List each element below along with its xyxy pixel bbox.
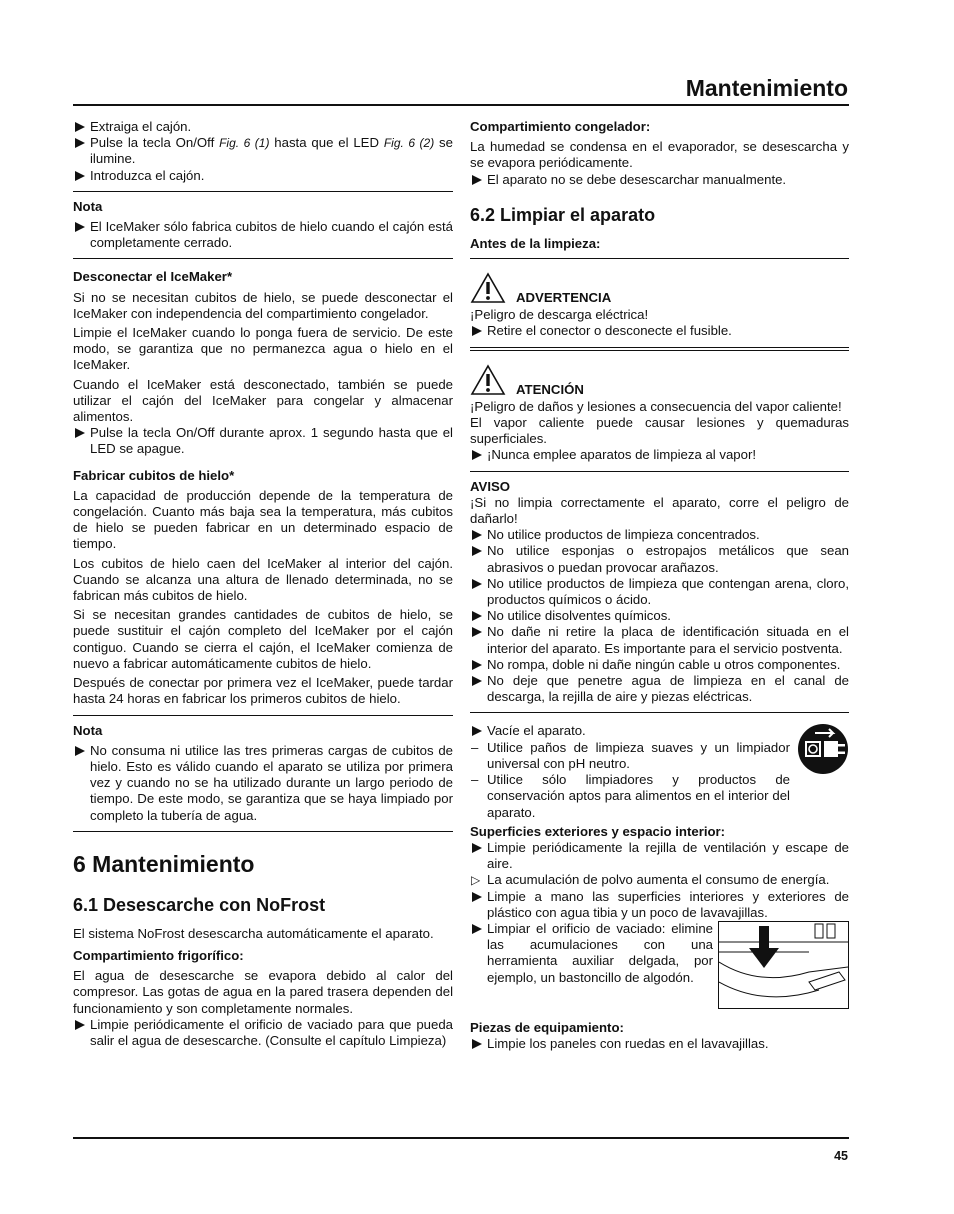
paragraph: El agua de desescarche se evapora debido al calor del compresor. Las gotas de agua en la pared trasera dependen del funcionamiento y son completamente normales. bbox=[73, 968, 453, 1016]
note-item: El IceMaker sólo fabrica cubitos de hielo cuando el cajón está completamente cerrado. bbox=[73, 219, 453, 251]
footer-rule bbox=[73, 1137, 849, 1139]
cleaning-instructions bbox=[470, 723, 849, 820]
warning-title: ADVERTENCIA bbox=[516, 290, 612, 306]
divider bbox=[470, 350, 849, 351]
drain-hole-illustration bbox=[718, 921, 849, 1009]
paragraph: La capacidad de producción depende de la temperatura de congelación. Cuanto más baja sea la temperatura, más cubitos de hielo se pueden fabricar en un determinado espacio de tiempo. bbox=[73, 487, 453, 552]
step-item: Limpie periódicamente el orificio de vaciado para que pueda salir el agua de desescarche. (Consulte el capítulo Limpieza) bbox=[73, 1017, 453, 1049]
dash-item: – Utilice paños de limpieza suaves y un limpiador universal con pH neutro. bbox=[470, 740, 790, 772]
step-item: Extraiga el cajón. bbox=[73, 119, 453, 135]
divider bbox=[73, 715, 453, 716]
step-item: Introduzca el cajón. bbox=[73, 168, 453, 184]
step-item: Retire el conector o desconecte el fusible. bbox=[470, 323, 849, 339]
divider bbox=[470, 712, 849, 713]
paragraph: ¡Peligro de descarga eléctrica! bbox=[470, 307, 649, 323]
subsection-heading: Superficies exteriores y espacio interior: bbox=[470, 823, 726, 839]
section-heading: Fabricar cubitos de hielo* bbox=[73, 467, 235, 483]
caution-title: ATENCIÓN bbox=[516, 381, 584, 397]
notice-item: No utilice esponjas o estropajos metálicos que sean abrasivos o puedan provocar arañazos. bbox=[470, 543, 849, 575]
paragraph: Limpie el IceMaker cuando lo ponga fuera de servicio. De este modo, se garantiza que no permanezca agua o hielo en el IceMaker. bbox=[73, 325, 453, 373]
figure-ref: Fig. 6 (2) bbox=[383, 136, 435, 151]
divider bbox=[470, 347, 849, 348]
info-item: ▷ La acumulación de polvo aumenta el consumo de energía. bbox=[471, 872, 830, 888]
notice-item: No utilice productos de limpieza concentrados. bbox=[470, 527, 849, 543]
paragraph: El sistema NoFrost desescarcha automáticamente el aparato. bbox=[73, 925, 434, 941]
divider bbox=[470, 258, 849, 259]
left-column bbox=[73, 119, 453, 1049]
warning-block bbox=[470, 266, 849, 340]
paragraph: El vapor caliente puede causar lesiones y quemaduras superficiales. bbox=[470, 415, 849, 447]
hollow-triangle-icon: ▷ bbox=[471, 873, 481, 888]
notice-item: No dañe ni retire la placa de identificación situada en el interior del aparato. Es importante para el servicio postventa. bbox=[470, 624, 849, 656]
figure-ref: Fig. 6 (1) bbox=[219, 136, 270, 151]
section-heading: 6.2 Limpiar el aparato bbox=[470, 204, 656, 225]
right-column bbox=[470, 119, 849, 1052]
drain-cleaning-block bbox=[470, 921, 849, 986]
caution-block bbox=[470, 358, 849, 464]
notice-item: No deje que penetre agua de limpieza en el canal de descarga, la rejilla de aire y piezas eléctricas. bbox=[470, 673, 849, 705]
step-item: Limpie los paneles con ruedas en el lavavajillas. bbox=[470, 1036, 849, 1052]
divider bbox=[73, 831, 453, 832]
step-item: Limpie a mano las superficies interiores y exteriores de plástico con agua tibia y un poco de lavavajillas. bbox=[470, 889, 849, 921]
dash-item: – Utilice sólo limpiadores y productos de conservación aptos para alimentos en el interior del aparato. bbox=[470, 772, 790, 821]
page-number: 45 bbox=[834, 1149, 848, 1163]
paragraph: Los cubitos de hielo caen del IceMaker al interior del cajón. Cuando se alcanza una altura de llenado determinada, no se fabrican más cubitos de hielo. bbox=[73, 555, 453, 604]
notice-item: No utilice productos de limpieza que contengan arena, cloro, productos químicos o ácido. bbox=[470, 576, 849, 608]
note-item: No consuma ni utilice las tres primeras cargas de cubitos de hielo. Esto es válido cuando el aparato se utiliza por primera vez y cuando no se ha utilizado durante un largo periodo de tiempo. De este modo, se garantiza que se haya limpiado por completo la tubería de agua. bbox=[73, 743, 453, 824]
note-title: Nota bbox=[73, 722, 103, 738]
page-header-title: Mantenimiento bbox=[685, 75, 848, 101]
header-rule bbox=[73, 104, 849, 106]
note-title: Nota bbox=[73, 198, 103, 214]
subsection-heading: Compartimiento congelador: bbox=[470, 119, 651, 134]
notice-item: No utilice disolventes químicos. bbox=[470, 608, 849, 624]
notice-item: No rompa, doble ni dañe ningún cable u otros componentes. bbox=[470, 657, 849, 673]
disconnect-plug-icon bbox=[797, 723, 849, 775]
notice-title: AVISO bbox=[470, 478, 511, 494]
paragraph: Cuando el IceMaker está desconectado, también se puede utilizar el cajón del IceMaker para congelar y almacenar alimentos. bbox=[73, 376, 453, 425]
paragraph: ¡Si no limpia correctamente el aparato, corre el peligro de dañarlo! bbox=[470, 494, 849, 527]
subsection-heading: Antes de la limpieza: bbox=[470, 235, 601, 251]
paragraph: ¡Peligro de daños y lesiones a consecuencia del vapor caliente! bbox=[470, 398, 842, 414]
step-item: El aparato no se debe desescarchar manualmente. bbox=[470, 172, 849, 188]
divider bbox=[73, 191, 453, 192]
subsection-heading: Piezas de equipamiento: bbox=[470, 1019, 624, 1035]
step-item: Pulse la tecla On/Off durante aprox. 1 segundo hasta que el LED se apague. bbox=[73, 425, 453, 457]
chapter-heading: 6 Mantenimiento bbox=[73, 850, 255, 877]
step-item: ¡Nunca emplee aparatos de limpieza al vapor! bbox=[470, 447, 849, 463]
paragraph: La humedad se condensa en el evaporador, se desescarcha y se evapora periódicamente. bbox=[470, 139, 849, 171]
paragraph: Si no se necesitan cubitos de hielo, se puede desconectar el IceMaker con independencia del compartimiento congelador. bbox=[73, 289, 453, 321]
divider bbox=[470, 471, 849, 472]
step-item: Limpie periódicamente la rejilla de ventilación y escape de aire. bbox=[470, 840, 849, 872]
step-item: Vacíe el aparato. bbox=[470, 723, 790, 739]
section-heading: 6.1 Desescarche con NoFrost bbox=[73, 894, 326, 915]
paragraph: Después de conectar por primera vez el IceMaker, puede tardar hasta 24 horas en fabricar los primeros cubitos de hielo. bbox=[73, 675, 453, 707]
divider bbox=[73, 258, 453, 259]
subsection-heading: Compartimiento frigorífico: bbox=[73, 947, 244, 963]
paragraph: Si se necesitan grandes cantidades de cubitos de hielo, se puede sustituir el cajón completo del IceMaker por el cajón contiguo. Cuando se cierra el cajón, el IceMaker comienza de nuevo a fabricar automáticamente cubitos de hielo. bbox=[73, 607, 453, 671]
section-heading: Desconectar el IceMaker* bbox=[73, 269, 233, 285]
step-item: Pulse la tecla On/Off Fig. 6 (1) hasta que el LED Fig. 6 (2) se ilumine. bbox=[73, 135, 453, 167]
step-item: Limpiar el orificio de vaciado: elimine las acumulaciones con una herramienta auxiliar delgada, por ejemplo, un bastoncillo de algodón. bbox=[470, 921, 713, 986]
